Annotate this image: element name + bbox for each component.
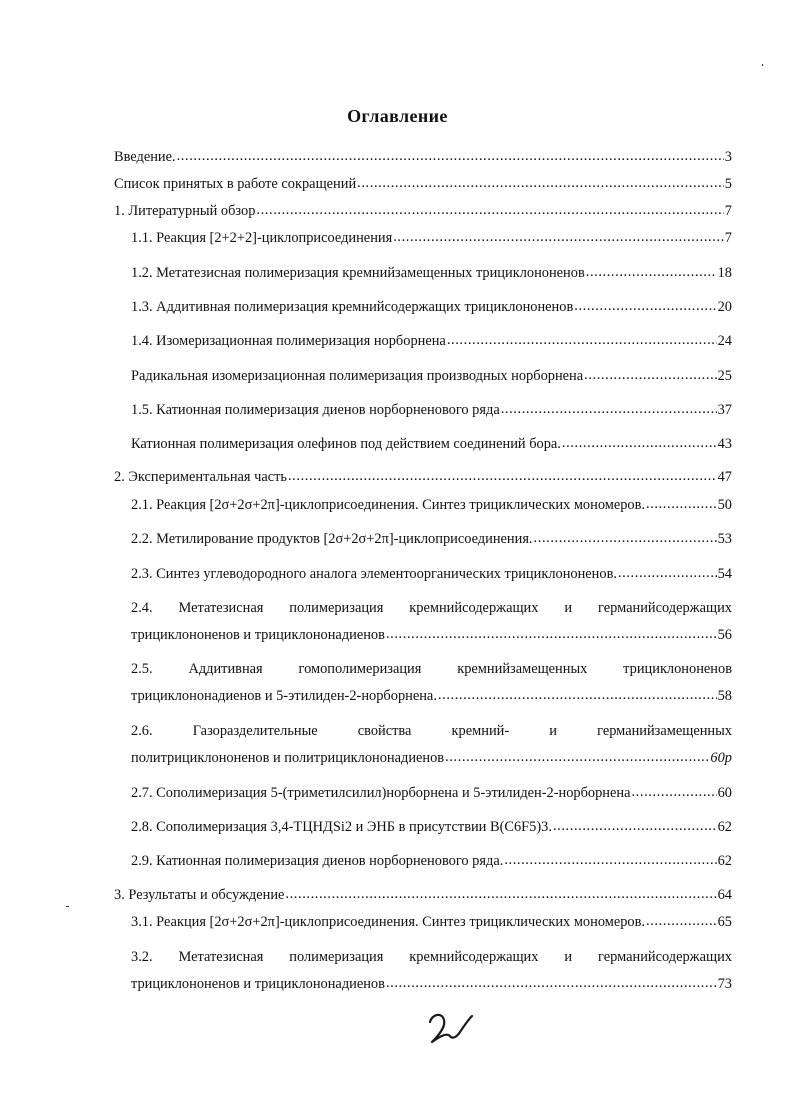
toc-page-number: 3 [724, 149, 732, 165]
toc-entry-label: 1.3. Аддитивная полимеризация кремнийсодержащих трициклононенов [131, 299, 574, 315]
toc-page-number: 7 [724, 203, 732, 219]
toc-page-number: 73 [717, 976, 732, 992]
toc-entry-1-4[interactable] [131, 332, 732, 350]
toc-entry-2-3[interactable] [131, 565, 732, 583]
toc-entry-2-7[interactable] [131, 784, 732, 802]
dot-leader [438, 686, 717, 704]
toc-page-number: 37 [717, 402, 732, 418]
toc-entry-3-2[interactable] [131, 975, 732, 993]
toc-entry-chapter-3[interactable] [114, 886, 732, 904]
dot-leader [386, 974, 717, 992]
toc-entry-2-5-line-1[interactable]: 2.5. Аддитивная гомополимеризация кремнийзамещенных трициклононенов [131, 661, 732, 677]
dot-leader [553, 817, 717, 835]
toc-entry-chapter-1[interactable] [114, 202, 732, 220]
toc-entry-1-5-boron[interactable] [131, 435, 732, 453]
toc-page-number: 60p [710, 750, 732, 766]
dot-leader [646, 912, 717, 930]
dot-leader [445, 748, 709, 766]
toc-entry-label: 1. Литературный обзор [114, 203, 256, 219]
toc-page-number: 54 [717, 566, 732, 582]
handwritten-page-number [424, 1008, 476, 1048]
dot-leader [646, 495, 717, 513]
toc-entry-label: Список принятых в работе сокращений [114, 176, 357, 192]
toc-page-number: 7 [724, 230, 732, 246]
toc-entry-label: 3.1. Реакция [2σ+2σ+2π]-циклоприсоединения. Синтез трициклических мономеров. [131, 914, 646, 930]
dot-leader [177, 147, 724, 165]
scan-speck [762, 64, 763, 66]
dot-leader [393, 228, 724, 246]
dot-leader [574, 297, 716, 315]
toc-page-number: 47 [717, 469, 732, 485]
toc-entry-2-6[interactable] [131, 749, 732, 767]
toc-entry-1-2[interactable] [131, 264, 732, 282]
toc-entry-label: 2.9. Катионная полимеризация диенов норборненового ряда. [131, 853, 504, 869]
dot-leader [288, 467, 717, 485]
toc-entry-label: 1.4. Изомеризационная полимеризация норборнена [131, 333, 446, 349]
dot-leader [447, 331, 717, 349]
toc-entry-3-1[interactable] [131, 913, 732, 931]
toc-entry-3-2-line-1[interactable]: 3.2. Метатезисная полимеризация кремнийсодержащих и германийсодержащих [131, 949, 732, 965]
dot-leader [386, 625, 717, 643]
toc-page-number: 60 [717, 785, 732, 801]
toc-entry-2-4-line-1[interactable]: 2.4. Метатезисная полимеризация кремнийсодержащих и германийсодержащих [131, 600, 732, 616]
toc-entry-2-2[interactable] [131, 530, 732, 548]
toc-page-number: 5 [724, 176, 732, 192]
toc-page-number: 64 [717, 887, 732, 903]
toc-entry-label: трициклононенов и трициклононадиенов [131, 976, 385, 992]
toc-page-number: 58 [717, 688, 732, 704]
toc-entry-2-6-line-1[interactable]: 2.6. Газоразделительные свойства кремний- и германийзамещенных [131, 723, 732, 739]
toc-page-number: 65 [717, 914, 732, 930]
toc-entry-label: 1.5. Катионная полимеризация диенов норборненового ряда [131, 402, 500, 418]
toc-page-number: 20 [717, 299, 732, 315]
toc-entry-1-4-radical[interactable] [131, 367, 732, 385]
dot-leader [631, 783, 716, 801]
toc-page-number: 24 [717, 333, 732, 349]
dot-leader [285, 885, 716, 903]
toc-entry-1-1[interactable] [131, 229, 732, 247]
dot-leader [357, 174, 724, 192]
dot-leader [584, 366, 716, 384]
scan-speck [66, 906, 69, 907]
toc-entry-2-1[interactable] [131, 496, 732, 514]
toc-page-number: 56 [717, 627, 732, 643]
dot-leader [618, 564, 717, 582]
toc-entry-abbreviations[interactable] [114, 175, 732, 193]
toc-page-number: 18 [717, 265, 732, 281]
toc-page-number: 25 [717, 368, 732, 384]
toc-entry-label: Введение. [114, 149, 176, 165]
page-title: Оглавление [347, 106, 448, 126]
dot-leader [256, 201, 723, 219]
toc-entry-label: 2.7. Сополимеризация 5-(триметилсилил)норборнена и 5-этилиден-2-норборнена [131, 785, 631, 801]
toc-entry-2-4[interactable] [131, 626, 732, 644]
toc-page-number: 43 [717, 436, 732, 452]
toc-entry-1-5[interactable] [131, 401, 732, 419]
toc-entry-label: 2.2. Метилирование продуктов [2σ+2σ+2π]-циклоприсоединения. [131, 531, 533, 547]
toc-entry-1-3[interactable] [131, 298, 732, 316]
toc-entry-label: 1.2. Метатезисная полимеризация кремнийзамещенных трициклононенов [131, 265, 585, 281]
toc-entry-label: Радикальная изомеризационная полимеризация производных норборнена [131, 368, 584, 384]
toc-entry-label: 1.1. Реакция [2+2+2]-циклоприсоединения [131, 230, 393, 246]
toc-page-number: 50 [717, 497, 732, 513]
toc-entry-2-9[interactable] [131, 852, 732, 870]
dot-leader [534, 529, 717, 547]
toc-entry-label: Катионная полимеризация олефинов под действием соединений бора. [131, 436, 561, 452]
toc-page-number: 53 [717, 531, 732, 547]
toc-entry-label: 2.1. Реакция [2σ+2σ+2π]-циклоприсоединения. Синтез трициклических мономеров. [131, 497, 646, 513]
dot-leader [501, 400, 717, 418]
dot-leader [504, 851, 716, 869]
dot-leader [586, 263, 717, 281]
toc-entry-label: 2.3. Синтез углеводородного аналога элементоорганических трициклононенов. [131, 566, 617, 582]
toc-page-number: 62 [717, 853, 732, 869]
toc-entry-label: трициклононадиенов и 5-этилиден-2-норборнена. [131, 688, 437, 704]
toc-entry-2-8[interactable] [131, 818, 732, 836]
toc-entry-introduction[interactable] [114, 148, 732, 166]
toc-entry-label: политрициклононенов и политрициклононадиенов [131, 750, 445, 766]
toc-entry-label: трициклононенов и трициклононадиенов [131, 627, 385, 643]
dot-leader [562, 434, 717, 452]
toc-entry-label: 2. Экспериментальная часть [114, 469, 287, 485]
toc-entry-label: 3. Результаты и обсуждение [114, 887, 285, 903]
toc-page-number: 62 [717, 819, 732, 835]
toc-entry-chapter-2[interactable] [114, 468, 732, 486]
toc-entry-2-5[interactable] [131, 687, 732, 705]
toc-entry-label: 2.8. Сополимеризация 3,4-ТЦНДSi2 и ЭНБ в присутствии B(C6F5)3. [131, 819, 552, 835]
